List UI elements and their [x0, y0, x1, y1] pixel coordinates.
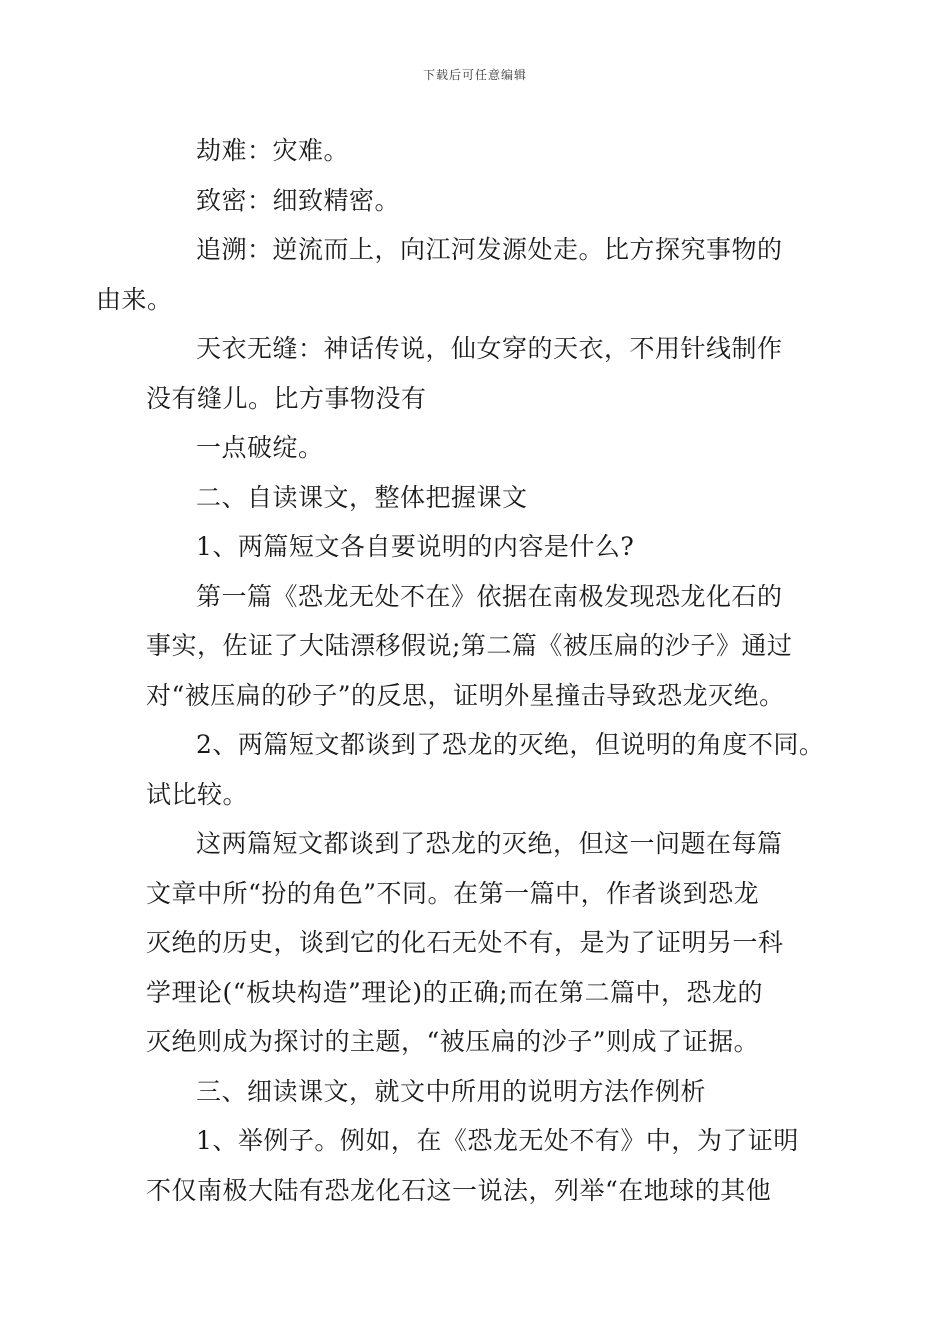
text-line: 三、细读课文，就文中所用的说明方法作例析: [196, 1076, 707, 1106]
text-line: 1、两篇短文各自要说明的内容是什么?: [196, 532, 635, 561]
text-line: 劫难：灾难。: [196, 136, 350, 165]
text-line: 灭绝则成为探讨的主题，“被压扁的沙子”则成了证据。: [146, 1027, 760, 1056]
question-2: [146, 720, 825, 819]
paragraph-tianyiwufeng: [146, 324, 814, 423]
text-line: 试比较。: [146, 779, 249, 809]
text-line: 天衣无缝：神话传说，仙女穿的天衣，不用针线制作: [196, 334, 783, 363]
text-line: 这两篇短文都谈到了恐龙的灭绝，但这一问题在每篇: [196, 829, 783, 858]
text-line: 2、两篇短文都谈到了恐龙的灭绝，但说明的角度不同。: [196, 730, 825, 759]
text-line: 学理论(“板块构造”理论)的正确;而在第二篇中，恐龙的: [146, 977, 763, 1007]
answer-2: [146, 819, 814, 1067]
text-line: 由来。: [96, 284, 173, 314]
text-line: 灭绝的历史，谈到它的化石无处不有，是为了证明另一科: [146, 928, 784, 957]
text-line: 不仅南极大陆有恐龙化石这一说法，列举“在地球的其他: [146, 1175, 772, 1205]
method-example: [146, 1116, 814, 1215]
text-line: 第一篇《恐龙无处不在》依据在南极发现恐龙化石的: [196, 581, 783, 611]
text-line: 追溯：逆流而上，向江河发源处走。比方探究事物的: [196, 235, 783, 264]
paragraph-jienan: [146, 126, 814, 176]
text-line: 没有缝儿。比方事物没有: [146, 383, 427, 413]
page-header: 下载后可任意编辑: [422, 68, 527, 82]
text-line: 对“被压扁的砂子”的反思，证明外星撞击导致恐龙灭绝。: [146, 680, 785, 710]
text-line: 一点破绽。: [196, 433, 324, 462]
text-line: 致密：细致精密。: [196, 185, 401, 215]
text-line: 二、自读课文，整体把握课文: [196, 482, 528, 512]
text-line: 文章中所“扮的角色”不同。在第一篇中，作者谈到恐龙: [146, 878, 760, 908]
answer-1: [146, 572, 814, 721]
question-1: [146, 522, 814, 572]
paragraph-poding: [146, 423, 814, 473]
text-line: 事实，佐证了大陆漂移假说;第二篇《被压扁的沙子》通过: [146, 631, 793, 660]
text-line: 1、举例子。例如，在《恐龙无处不有》中，为了证明: [196, 1126, 799, 1155]
paragraph-zhimi: [146, 176, 814, 226]
document-body: [96, 126, 825, 1215]
paragraph-zhuisu: [96, 225, 814, 324]
section-heading-3: [146, 1067, 814, 1117]
section-heading-2: [146, 473, 814, 523]
